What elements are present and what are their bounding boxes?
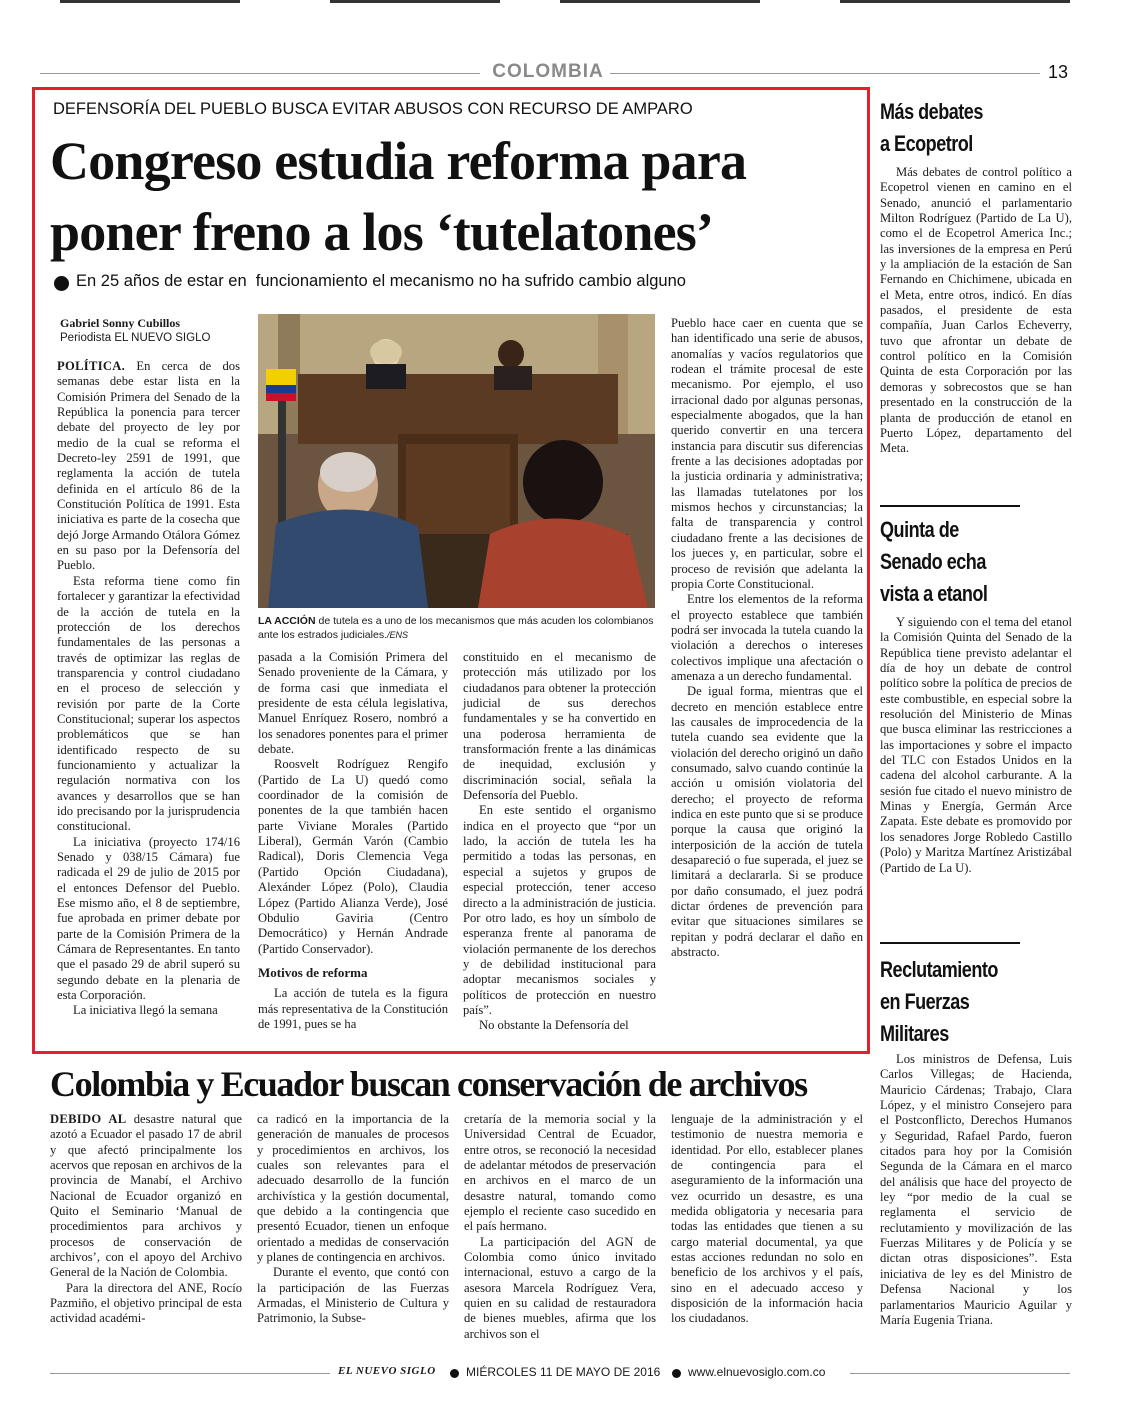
second-paragraph: lenguaje de la administración y el testimonio de nuestra memoria e identidad. Por ello, establecer planes de contingencia para el aseguramiento de la información una vez ocurrido un desastre, es una medida obligatoria y necesaria para todas las entidades que tienen a su cargo material documental, ya que estas acciones redundan no solo en beneficio de los archivos y el país, sino en el adecuado acceso y disposición de la información hacia los ciudadanos. <box>671 1112 863 1326</box>
main-headline-line2: poner freno a los ‘tutelatones’ <box>50 202 714 262</box>
brief3-title-line3: Militares <box>880 1021 949 1046</box>
brief2-title-line3: vista a etanol <box>880 581 988 606</box>
brief-divider <box>880 505 1020 507</box>
brief3-title-line2: en Fuerzas <box>880 989 970 1014</box>
second-paragraph: cretaría de la memoria social y la Universidad Central de Ecuador, entre otros, se reconoció la necesidad de adelantar métodos de preservación en archivos en el marco de un desastre natural, tomando como ejemplo el reciente caso sucedido en el país hermano. <box>464 1112 656 1234</box>
second-paragraph: Para la directora del ANE, Rocío Pazmiño, el objetivo principal de esta actividad académi- <box>50 1280 242 1326</box>
second-col-1: DEBIDO AL desastre natural que azotó a Ecuador el pasado 17 de abril y que afectó principalmente los acervos que reposan en archivos de la provincia de Manabí, el Archivo Nacional de Ecuador organizó en Quito el Seminario ‘Manual de procedimientos para archivos y procesos de conservación de archivos’, con el apoyo del Archivo General de la Nación de Colombia. Para la directora del ANE, Rocío Pazmiño, el objetivo principal de esta actividad académi- <box>50 1112 242 1326</box>
second-col-3 <box>464 1112 656 1342</box>
main-paragraph: Entre los elementos de la reforma el proyecto establece que también podrá ser invocada la tutela cuando la violación a derechos o intereses colectivos implique una afectación o amenaza a un derecho fundamental. <box>671 592 863 683</box>
sidebar <box>878 96 1072 1366</box>
main-paragraph: Esta reforma tiene como fin fortalecer y garantizar la efectividad de la acción de tutela en la protección de los derechos fundamentales de las personas a través de optimizar las reglas de transparencia y control ciudadano en el proceso de selección y revisión por parte de la Corte Constitucional; superar los aspectos problemáticos que se han identificado respecto de su funcionamiento y actualizar la regulación normativa con los avances y desarrollos que se han ido precisando por la jurisprudencia constitucional. <box>57 573 240 834</box>
brief1-text: Más debates de control político a Ecopetrol vienen en camino en el Senado, anunció el parlamentario Milton Rodríguez (Partido de La U), como el de Ecopetrol America Inc.; las inversiones de la empresa en Perú y la ampliación de la estación de San Fernando en Chichimene, ubicada en el Meta, entre otros, indicó. En días pasados, el presidente de esta compañía, Juan Carlos Echeverry, tuvo que afrontar un debate de control político en la Comisión Quinta de esta Corporación por las demoras y sobrecostos que se han presentado en la construcción de la planta de producción de etanol en Puerto López, departamento del Meta. <box>880 165 1072 456</box>
main-paragraph: La iniciativa (proyecto 174/16 Senado y 038/15 Cámara) fue radicada el 29 de julio de 2015 por el entonces Defensor del Pueblo. Ese mismo año, el 8 de septiembre, fue aprobada en primer debate por parte de la Comisión Primera de la Cámara de Representantes. En tanto que el pasado 29 de abril superó su segundo debate en la plenaria de esta Corporación. <box>57 834 240 1003</box>
page-number: 13 <box>1048 62 1069 82</box>
courtroom-photo-illustration <box>258 314 655 608</box>
main-paragraph: Pueblo hace caer en cuenta que se han identificado una serie de abusos, anomalías y vacíos regulatorios que rodean el trámite procesal de este mecanismo. Por ejemplo, el uso irracional dado por algunas personas, especialmente abogados, que la han querido convertir en una tercera instancia para discutir sus diferencias frente a las decisiones adoptadas por la justicia ordinaria y administrativa; las llamadas tutelatones por los mismos hechos y circunstancias; la falta de transparencia y control ciudadano frente a las decisiones de los jueces y, en particular, sobre el proceso de revisión que adelanta la propia Corte Constitucional. <box>671 316 863 591</box>
main-paragraph: En este sentido el organismo indica en el proyecto que “por un lado, la acción de tutela les ha permitido a todas las personas, en especial a sujetos y grupos de especial protección, tener acceso directo a la administración de justicia. Por otro lado, es hoy un símbolo de esperanza frente al panorama de violación permanente de los derechos y de debilidad institucional para adoptar mecanismos sociales y políticos de protección en nuestro país”. <box>463 803 656 1017</box>
main-paragraph: pasada a la Comisión Primera del Senado proveniente de la Cámara, y de forma casi que inmediata el presidente de esta célula legislativa, Manuel Enríquez Rosero, nombró a los senadores ponentes para el primer debate. <box>258 650 448 757</box>
photo-caption <box>258 614 658 642</box>
main-paragraph: La iniciativa llegó la semana <box>73 1003 218 1018</box>
brief2-text: Y siguiendo con el tema del etanol la Comisión Quinta del Senado de la República tiene previsto adelantar el día de hoy un debate de control político sobre la política de precios de este combustible, en especial sobre la resolución del Ministerio de Minas que busca eliminar las restricciones a las importaciones y sobre el impacto del TLC con Estados Unidos en la cadena del alcohol carburante. A la sesión fue citado el nuevo ministro de Minas y Energía, Germán Arce Zapata. Este debate es promovido por los senadores Jorge Robledo Castillo (Polo) y Maritza Martínez Aristizábal (Partido de La U). <box>880 615 1072 875</box>
main-paragraph: De igual forma, mientras que el decreto en mención establece entre las causales de improcedencia de la tutela cuando sea evidente que la violación del derecho originó un daño consumado, salvo cuando continúe la acción u omisión violatoria del derecho; el proyecto de reforma indica en este punto que si se produce porque la causa que originó la interposición de la acción de tutela desapareció o fue superada, el juez se limitará a declararla. Si se produce por daño consumado, el juez podrá dictar órdenes de prevención para evitar que situaciones similares se repitan y podrá declarar el daño en abstracto. <box>671 684 863 960</box>
byline-role: Periodista EL NUEVO SIGLO <box>60 332 211 344</box>
section-rule-right <box>610 73 1040 74</box>
top-edge-marks <box>0 0 1128 6</box>
brief3-text: Los ministros de Defensa, Luis Carlos Villegas; de Hacienda, Mauricio Cárdenas; Trabajo, Clara López, y el ministro Consejero para el Postconflicto, Derechos Humanos y Seguridad, Rafael Pardo, fueron citados para hoy por la Comisión Segunda de la Cámara en el marco del análisis que hace del proyecto de ley “por medio de la cual se reglamenta el servicio de reclutamiento y movilización de las Fuerzas Militares y de Policía y se dictan otras disposiciones”. Esta iniciativa de ley es del Ministro de Defensa Nacional y los parlamentarios Mauricio Aguilar y María Eugenia Triana. <box>880 1052 1072 1327</box>
main-col-2 <box>258 650 448 1032</box>
section-rule-left <box>40 73 480 74</box>
second-paragraph: ca radicó en la importancia de la generación de manuales de procesos y procedimientos en archivos, los cuales son relevantes para el adecuado desarrollo de la función archivística y la gestión documental, que debido a la contingencia que presentó Ecuador, tienen un enfoque orientado a medidas de conservación y planes de contingencia en archivos. <box>257 1112 449 1265</box>
footer-bullet <box>450 1369 459 1378</box>
main-col-3 <box>463 650 656 1034</box>
footer-bullet <box>672 1369 681 1378</box>
brief1-title-line2: a Ecopetrol <box>880 131 973 156</box>
second-paragraph: La participación del AGN de Colombia como único invitado internacional, estuvo a cargo de la asesora Marcela Rodríguez Vera, quien en su calidad de restauradora de bienes muebles, afirma que los archivos son el <box>464 1234 656 1341</box>
main-deck: En 25 años de estar en funcionamiento el mecanismo no ha sufrido cambio alguno <box>76 272 686 290</box>
second-paragraph: Durante el evento, que contó con la participación de las Fuerzas Armadas, el Ministerio de Cultura y Patrimonio, la Subse- <box>257 1265 449 1326</box>
footer-paper-name: EL NUEVO SIGLO <box>338 1365 436 1377</box>
footer-date: MIÉRCOLES 11 DE MAYO DE 2016 <box>466 1365 661 1379</box>
byline-name: Gabriel Sonny Cubillos <box>60 316 181 330</box>
main-col-1: POLÍTICA. En cerca de dos semanas debe estar lista en la Comisión Primera del Senado de la República la ponencia para tercer debate del proyecto de ley por medio de la cual se reforma el Decreto-ley 2591 de 1991, que reglamenta la acción de tutela definida en el artículo 86 de la Constitución Política de 1991. Esta iniciativa es parte de la cosecha que dejó Jorge Armando Otálora Gómez en su paso por la Defensoría del Pueblo. Esta reforma tiene como fin fortalecer y garantizar la efectividad de la acción de tutela en la protección de los derechos fundamentales de las personas a través de optimizar las reglas de transparencia y control ciudadano en el proceso de selección y revisión por parte de la Corte Constitucional; superar los aspectos problemáticos que se han identificado respecto de su funcionamiento y actualizar la regulación normativa con los avances y desarrollos que se han ido precisando por la jurisprudencia constitucional. La iniciativa (proyecto 174/16 Senado y 038/15 Cámara) fue radicada el 29 de julio de 2015 por el entonces Defensor del Pueblo. Ese mismo año, el 8 de septiembre, fue aprobada en primer debate por parte de la Comisión Primera de la Cámara de Representantes. En tanto que el pasado 29 de abril superó su segundo debate en la plenaria de esta Corporación. La iniciativa llegó la semana <box>57 359 240 1018</box>
section-header <box>40 60 1075 86</box>
footer-rule-right <box>850 1373 1070 1374</box>
brief-divider <box>880 942 1020 944</box>
brief2-title-line1: Quinta de <box>880 517 959 542</box>
footer <box>50 1363 1070 1385</box>
brief2-title-line2: Senado echa <box>880 549 986 574</box>
main-lead: POLÍTICA. <box>57 359 126 373</box>
main-paragraph: No obstante la Defensoría del <box>479 1018 629 1033</box>
photo-caption-text: de tutela es a uno de los mecanismos que más acuden los colombianos ante los estrados judiciales. <box>258 615 654 641</box>
main-paragraph: La acción de tutela es la figura más representativa de la Constitución de 1991, pues se ha <box>258 986 448 1031</box>
second-col-2 <box>257 1112 449 1327</box>
deck-bullet <box>54 276 69 291</box>
courtroom-photo <box>258 314 655 608</box>
main-col-4 <box>671 316 863 960</box>
brief1-title-line1: Más debates <box>880 99 983 124</box>
footer-website: www.elnuevosiglo.com.co <box>688 1365 826 1379</box>
brief3-title-line1: Reclutamiento <box>880 957 998 982</box>
photo-credit: /ENS <box>387 630 409 640</box>
subhead-motivos: Motivos de reforma <box>258 964 368 980</box>
second-headline: Colombia y Ecuador buscan conservación de archivos <box>50 1064 807 1104</box>
photo-caption-lead: LA ACCIÓN <box>258 615 316 627</box>
main-paragraph: Roosvelt Rodríguez Rengifo (Partido de La U) quedó como coordinador de la comisión de ponentes de la que también hacen parte Viviane Morales (Partido Liberal), Germán Varón (Cambio Radical), Doris Clemencia Vega (Partido Opción Ciudadana), Alexánder López (Polo), Claudia López (Partido Alianza Verde), José Obdulio Gaviria (Centro Democrático) y Hernán Andrade (Partido Conservador). <box>258 757 448 956</box>
second-col-4 <box>671 1112 863 1327</box>
second-lead: DEBIDO AL <box>50 1112 127 1126</box>
main-headline-line1: Congreso estudia reforma para <box>50 131 747 191</box>
main-kicker: DEFENSORÍA DEL PUEBLO BUSCA EVITAR ABUSOS CON RECURSO DE AMPARO <box>53 100 693 118</box>
main-paragraph: constituido en el mecanismo de protección más utilizado por los ciudadanos para obtener la protección judicial de sus derechos fundamentales y se ha convertido en una poderosa herramienta de transformación frente a las dinámicas de inequidad, exclusión y discriminación social, señala la Defensoría del Pueblo. <box>463 650 656 803</box>
footer-rule-left <box>50 1373 330 1374</box>
section-name: COLOMBIA <box>492 61 604 82</box>
